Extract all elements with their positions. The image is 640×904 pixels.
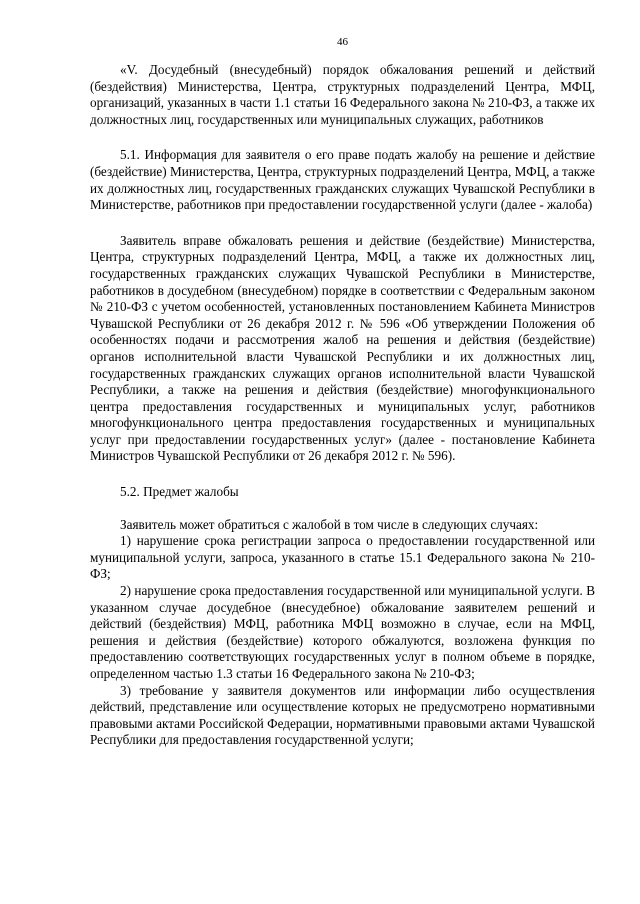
section-v-heading: «V. Досудебный (внесудебный) порядок обжалования решений и действий (бездействия) Министерства, Центра, структурных подразделений Центра, МФЦ, организаций, указанных в части 1.1 статьи 16 Федерального закона № 210-ФЗ, а также их должностных лиц, государственных или муниципальных служащих, работников [90, 62, 595, 127]
document-page [90, 36, 595, 749]
section-5-2-intro: Заявитель может обратиться с жалобой в том числе в следующих случаях: [120, 516, 539, 532]
list-item-3: 3) требование у заявителя документов или информации либо осуществления действий, представление или осуществление которых не предусмотрено нормативными правовыми актами Российской Федерации, нормативными правовыми актами Чувашской Республики для предоставления государственной услуги; [90, 682, 595, 748]
section-5-1-heading: 5.1. Информация для заявителя о его праве подать жалобу на решение и действие (бездействие) Министерства, Центра, структурных подразделений Центра, МФЦ, а также их должностных лиц, государственных гражданских служащих Чувашской Республики в Министерстве, работников при предоставлении государственной услуги (далее - жалоба) [90, 147, 595, 213]
page-number: 46 [337, 36, 348, 48]
list-item-2: 2) нарушение срока предоставления государственной или муниципальной услуги. В указанном случае досудебное (внесудебное) обжалование заявителем решений и действий (бездействия) МФЦ, работника МФЦ возможно в случае, если на МФЦ, решения и действия (бездействие) которого обжалуются, возложена функция по предоставлению соответствующих государственных услуг в полном объеме в порядке, определенном частью 1.3 статьи 16 Федерального закона № 210-ФЗ; [90, 583, 595, 681]
section-5-2-heading: 5.2. Предмет жалобы [120, 484, 239, 500]
list-item-1: 1) нарушение срока регистрации запроса о предоставлении государственной или муниципальной услуги, запроса, указанного в статье 15.1 Федерального закона № 210-ФЗ; [90, 533, 595, 582]
section-5-1-body: Заявитель вправе обжаловать решения и действие (бездействие) Министерства, Центра, структурных подразделений Центра, МФЦ, а также их должностных лиц, государственных гражданских служащих Чувашской Республики в Министерстве, работников в досудебном (внесудебном) порядке в соответствии с Федеральным законом № 210-ФЗ с учетом особенностей, установленных постановлением Кабинета Министров Чувашской Республики от 26 декабря 2012 г. № 596 «Об утверждении Положения об особенностях подачи и рассмотрения жалоб на решения и действия (бездействие) органов исполнительной власти Чувашской Республики и их должностных лиц, государственных гражданских служащих органов исполнительной власти Чувашской Республики, а также на решения и действия (бездействие) многофункционального центра предоставления государственных и муниципальных услуг, работников многофункционального центра предоставления государственных и муниципальных услуг при предоставлении государственных услуг» (далее - постановление Кабинета Министров Чувашской Республики от 26 декабря 2012 г. № 596). [90, 232, 595, 464]
